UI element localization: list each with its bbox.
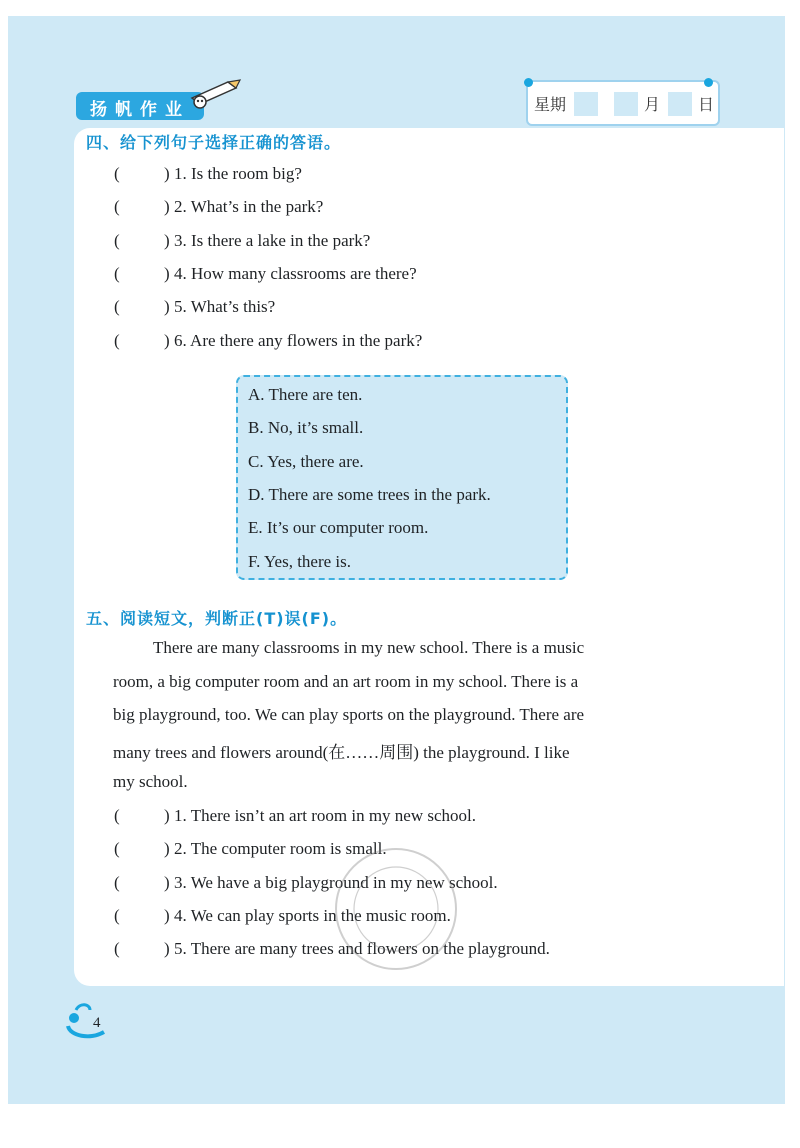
answer-blank-close[interactable]: ) — [164, 197, 170, 216]
option-a: A. There are ten. — [248, 385, 363, 404]
answer-blank-open[interactable]: ( — [114, 939, 120, 958]
passage-line: my school. — [113, 772, 188, 791]
answer-blank-close[interactable]: ) — [164, 839, 170, 858]
page-number: 4 — [93, 1015, 101, 1031]
answer-blank-open[interactable]: ( — [114, 873, 120, 892]
brand-title: 扬帆作业 — [90, 100, 190, 120]
passage-line: many trees and flowers around(在……周围) the playground. I like — [113, 743, 570, 762]
week-label: 星期 — [534, 95, 567, 114]
question-text: 2. The computer room is small. — [174, 839, 387, 858]
question-text: 6. Are there any flowers in the park? — [174, 331, 423, 350]
answer-blank-open[interactable]: ( — [114, 906, 120, 925]
brand-banner — [76, 92, 206, 122]
answer-blank-open[interactable]: ( — [114, 197, 120, 216]
watermark-stamp — [316, 834, 476, 984]
answer-blank-close[interactable]: ) — [164, 873, 170, 892]
answer-blank-close[interactable]: ) — [164, 231, 170, 250]
question-text: 1. Is the room big? — [174, 164, 302, 183]
date-box — [526, 80, 720, 126]
passage-line: There are many classrooms in my new school. There is a music — [153, 638, 585, 657]
question-text: 3. Is there a lake in the park? — [174, 231, 371, 250]
answer-blank-close[interactable]: ) — [164, 906, 170, 925]
passage-line: big playground, too. We can play sports on the playground. There are — [113, 705, 585, 724]
week-slot[interactable] — [574, 92, 598, 116]
question-text: 3. We have a big playground in my new school. — [174, 873, 498, 892]
answer-blank-open[interactable]: ( — [114, 264, 120, 283]
option-b: B. No, it’s small. — [248, 418, 364, 437]
answer-blank-open[interactable]: ( — [114, 297, 120, 316]
answer-blank-close[interactable]: ) — [164, 164, 170, 183]
answer-blank-open[interactable]: ( — [114, 331, 120, 350]
question-text: 5. There are many trees and flowers on the playground. — [174, 939, 550, 958]
answer-blank-close[interactable]: ) — [164, 806, 170, 825]
answer-blank-open[interactable]: ( — [114, 839, 120, 858]
answer-blank-close[interactable]: ) — [164, 331, 170, 350]
question-text: 1. There isn’t an art room in my new school. — [174, 806, 477, 825]
pencil-icon — [188, 78, 244, 110]
option-e: E. It’s our computer room. — [248, 518, 429, 537]
passage-line: room, a big computer room and an art room in my school. There is a — [113, 672, 579, 691]
month-label: 月 — [644, 95, 661, 114]
question-text: 4. We can play sports in the music room. — [174, 906, 451, 925]
answer-blank-close[interactable]: ) — [164, 297, 170, 316]
day-slot[interactable] — [668, 92, 692, 116]
option-c: C. Yes, there are. — [248, 452, 364, 471]
answer-blank-close[interactable]: ) — [164, 264, 170, 283]
pin-icon — [524, 78, 533, 87]
wave-icon — [60, 996, 120, 1040]
section-4-title: 四、给下列句子选择正确的答语。 — [86, 133, 342, 152]
option-d: D. There are some trees in the park. — [248, 485, 491, 504]
answer-blank-open[interactable]: ( — [114, 231, 120, 250]
month-slot[interactable] — [614, 92, 638, 116]
question-text: 4. How many classrooms are there? — [174, 264, 417, 283]
section-5-title: 五、阅读短文，判断正(T)误(F)。 — [86, 609, 348, 628]
day-label: 日 — [698, 95, 715, 114]
option-f: F. Yes, there is. — [248, 552, 352, 571]
answer-options-box — [236, 375, 568, 580]
question-text: 5. What’s this? — [174, 297, 276, 316]
answer-blank-open[interactable]: ( — [114, 806, 120, 825]
answer-blank-close[interactable]: ) — [164, 939, 170, 958]
question-text: 2. What’s in the park? — [174, 197, 324, 216]
pin-icon — [704, 78, 713, 87]
answer-blank-open[interactable]: ( — [114, 164, 120, 183]
